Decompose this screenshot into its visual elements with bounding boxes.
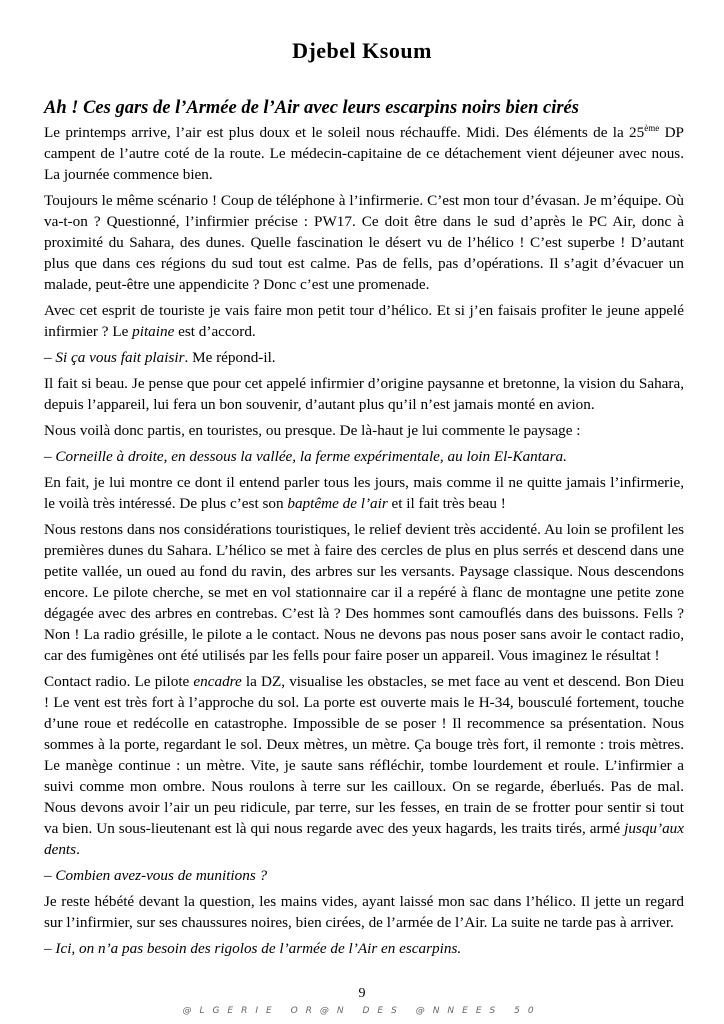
dialogue-line-1-speech: – Si ça vous fait plaisir <box>44 349 185 366</box>
dialogue-line-4: – Ici, on n’a pas besoin des rigolos de l’armée de l’Air en escarpins. <box>44 940 462 957</box>
paragraph-8-text-a: En fait, je lui montre ce dont il entend parler tous les jours, mais comme il ne quitte jamais l’infirmerie, le voilà très intéressé. De plus c’est son <box>44 474 684 512</box>
paragraph-8 <box>44 472 684 514</box>
paragraph-9: Nous restons dans nos considérations touristiques, le relief devient très accidenté. Au loin se profilent les premières dunes du Sahara. L’hélico se met à faire des cercles de plus en plus serrés et descend dans une petite vallée, un oued au fond du ravin, des arbres sur les versants. Paysage classique. Nous descendons encore. Le pilote cherche, se met en vol stationnaire car il a repéré à flanc de montagne une petite zone dégagée avec des arbres en contrebas. C’est là ? Des hommes sont camouflés dans des buissons. Fells ? Non ! La radio grésille, le pilote a le contact. Nous ne devons pas nous poser sans avoir le contact radio, car des fumigènes ont été utilisés par les fells pour faire poser un appareil. Vous imaginez le résultat ! <box>44 521 684 664</box>
paragraph-3-text-b: est d’accord. <box>174 323 256 340</box>
paragraph-6: Nous voilà donc partis, en touristes, ou presque. De là-haut je lui commente le paysage : <box>44 422 581 439</box>
paragraph-3 <box>44 300 684 342</box>
paragraph-10-text-b: la DZ, visualise les obstacles, se met face au vent et descend. Bon Dieu ! Le vent est très fort à l’approche du sol. La porte est ouverte mais le H-34, bousculé fortement, touche d’une roue et redécolle en catastrophe. Impossible de se poser ! Il recommence sa présentation. Nous sommes à la porte, regardant le sol. Deux mètres, un mètre. Ça bouge très fort, il remonte : trois mètres. Le manège continue : un mètre. Vite, je saute sans réfléchir, tombe lourdement et roule. L’infirmier a suivi comme mon ombre. Nous roulons à terre sur les cailloux. On se regarde, éberlués. Pas de mal. Nous devons avoir l’air un peu ridicule, par terre, sur les fesses, en train de se frotter pour sentir si tout va bien. Un sous-lieutenant est là qui nous regarde avec des yeux hagards, les traits tirés, armé <box>44 673 684 837</box>
ordinal-superscript: ème <box>644 123 660 133</box>
body-text <box>44 122 684 964</box>
page-title: Djebel Ksoum <box>292 38 432 63</box>
paragraph-1-text-a: Le printemps arrive, l’air est plus doux et le soleil nous réchauffe. Midi. Des éléments de la 25 <box>44 124 645 141</box>
paragraph-3-emphasis: pitaine <box>132 323 175 340</box>
paragraph-8-text-b: et il fait très beau ! <box>387 495 506 512</box>
paragraph-10-emphasis-1: encadre <box>193 673 242 690</box>
paragraph-10-text-c: . <box>76 841 80 858</box>
paragraph-10-emphasis-2: jusqu’aux dents <box>44 820 684 858</box>
paragraph-3-text-a: Avec cet esprit de touriste je vais faire mon petit tour d’hélico. Et si j’en faisais profiter le jeune appelé infirmier ? Le <box>44 302 684 340</box>
paragraph-12: Je reste hébété devant la question, les mains vides, ayant laissé mon sac dans l’hélico. Il jette un regard sur l’infirmier, sur ses chaussures noires, bien cirées, de l’armée de l’Air. La suite ne tarde pas à arriver. <box>44 893 684 931</box>
page-number: 9 <box>358 986 366 1001</box>
paragraph-1 <box>44 122 684 185</box>
paragraph-5: Il fait si beau. Je pense que pour cet appelé infirmier d’origine paysanne et bretonne, la vision du Sahara, depuis l’appareil, lui fera un bon souvenir, d’autant plus qu’il n’est jamais monté en avion. <box>44 375 684 413</box>
section-heading: Ah ! Ces gars de l’Armée de l’Air avec leurs escarpins noirs bien cirés <box>44 98 579 118</box>
paragraph-10-text-a: Contact radio. Le pilote <box>44 673 194 690</box>
paragraph-2: Toujours le même scénario ! Coup de téléphone à l’infirmerie. C’est mon tour d’évasan. Je m’équipe. Où va-t-on ? Questionné, l’infirmier précise : PW17. Ce doit être dans le sud d’après le PC Air, donc à proximité du Sahara, des dunes. Quelle fascination le désert vu de l’hélico ! C’est superbe ! D’autant plus que dans ces régions du sud tout est calme. Pas de fells, pas d’opérations. Il s’agit d’évacuer un malade, peut-être une appendicite ? Donc c’est une promenade. <box>44 192 684 293</box>
paragraph-1-text-b: DP campent de l’autre coté de la route. Le médecin-capitaine de ce détachement vient déjeuner avec nous. La journée commence bien. <box>44 124 684 183</box>
dialogue-line-3: – Combien avez-vous de munitions ? <box>44 867 268 884</box>
dialogue-line-2: – Corneille à droite, en dessous la vallée, la ferme expérimentale, au loin El-Kantara. <box>44 448 567 465</box>
running-footer: @LGERIE OR@N DES @NNEES 50 <box>182 1006 542 1016</box>
paragraph-8-emphasis: baptême de l’air <box>287 495 388 512</box>
dialogue-line-1-tag: . Me répond-il. <box>184 349 276 366</box>
paragraph-10 <box>44 671 684 860</box>
dialogue-line-1 <box>44 347 684 368</box>
